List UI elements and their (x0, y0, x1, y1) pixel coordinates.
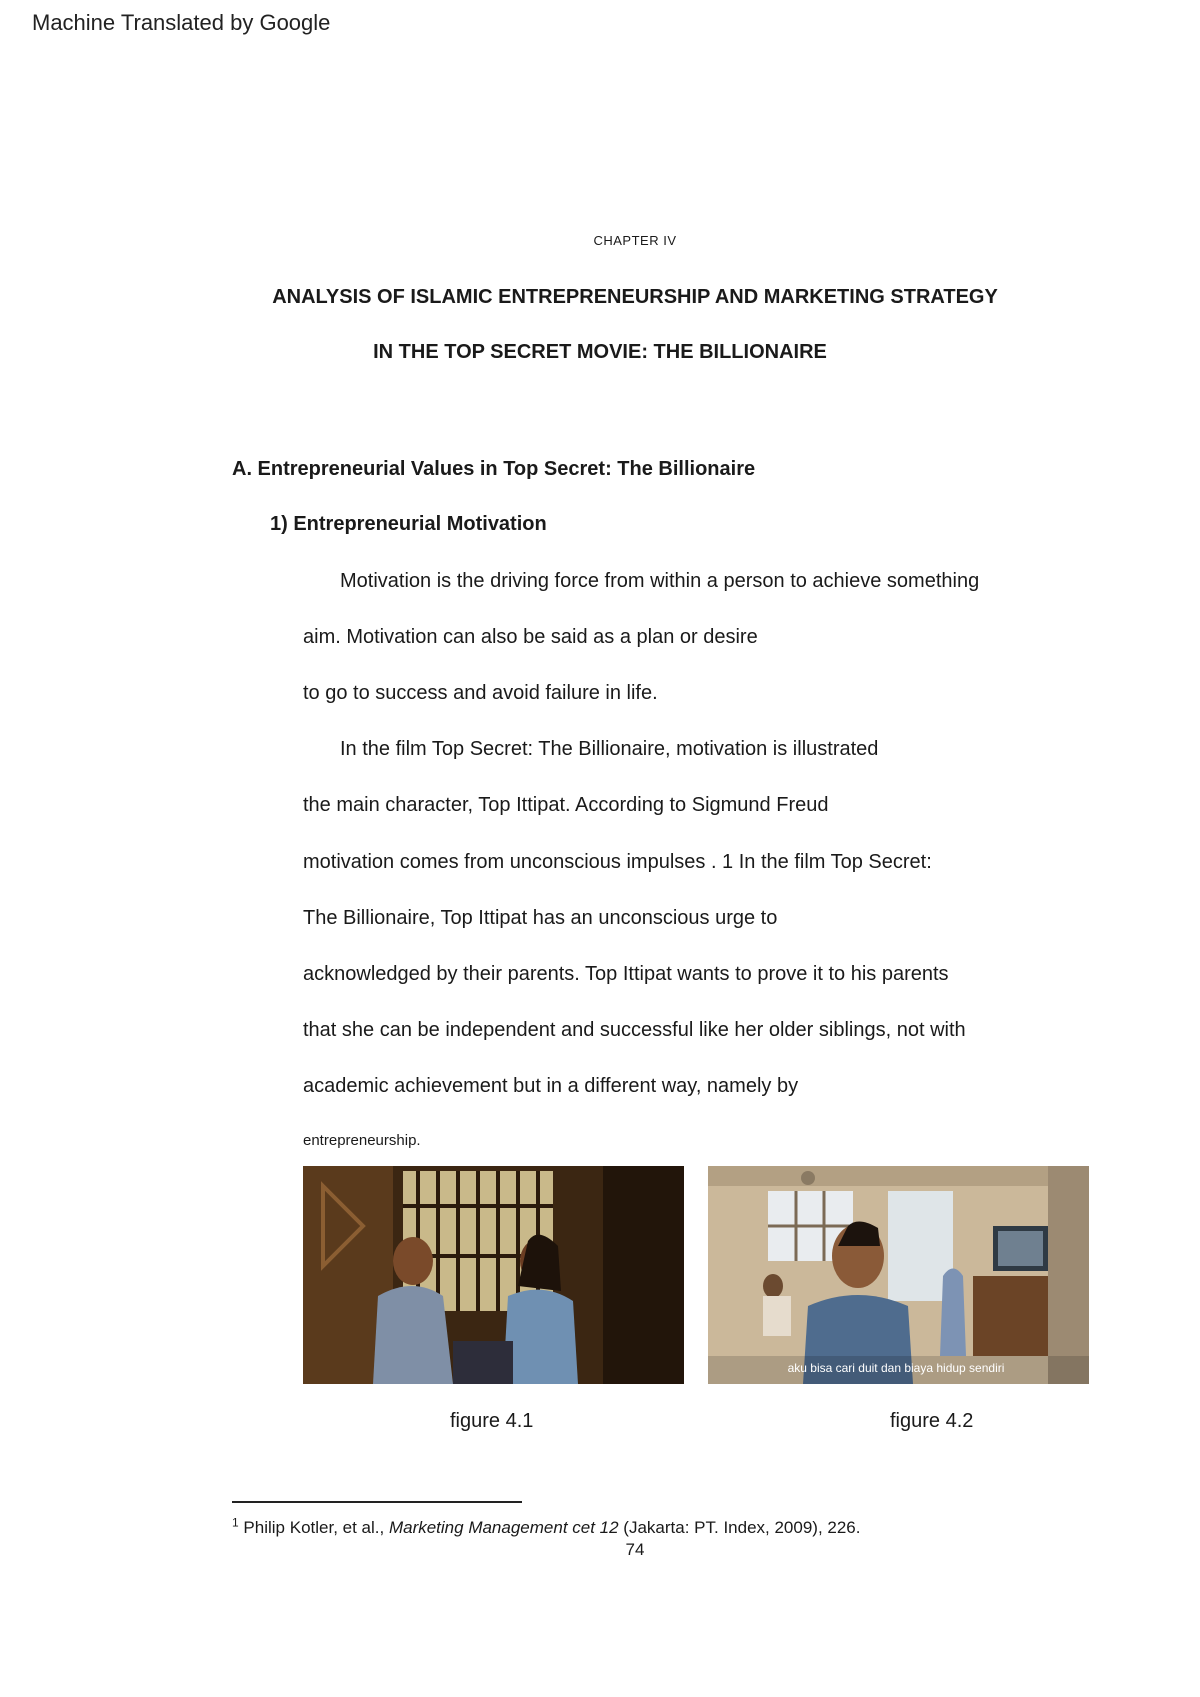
title-line-1: ANALYSIS OF ISLAMIC ENTREPRENEURSHIP AND MARKETING STRATEGY (272, 286, 998, 308)
body-line: motivation comes from unconscious impulses . 1 In the film Top Secret: (303, 851, 932, 873)
body-line: academic achievement but in a different way, namely by (303, 1075, 799, 1097)
footnote-divider (232, 1501, 522, 1503)
footnote-text-before: Philip Kotler, et al., (243, 1518, 389, 1537)
body-line: acknowledged by their parents. Top Ittipat wants to prove it to his parents (303, 963, 949, 985)
body-line: that she can be independent and successful like her older siblings, not with (303, 1019, 966, 1041)
body-line: Motivation is the driving force from within a person to achieve something (340, 570, 980, 592)
body-line: The Billionaire, Top Ittipat has an unconscious urge to (303, 907, 778, 929)
body-line: to go to success and avoid failure in life. (303, 682, 658, 704)
body-line: aim. Motivation can also be said as a plan or desire (303, 626, 758, 648)
section-heading-a: A. Entrepreneurial Values in Top Secret: The Billionaire (232, 458, 756, 480)
footnote-text-after: (Jakarta: PT. Index, 2009), 226. (618, 1518, 861, 1537)
chapter-heading: CHAPTER IV (593, 233, 677, 248)
figure-4-2-caption: figure 4.2 (890, 1410, 974, 1432)
subsection-heading-1: 1) Entrepreneurial Motivation (270, 513, 547, 535)
title-line-2: IN THE TOP SECRET MOVIE: THE BILLIONAIRE (373, 341, 827, 363)
body-line: entrepreneurship. (303, 1132, 421, 1149)
body-line: the main character, Top Ittipat. According to Sigmund Freud (303, 794, 829, 816)
figure-4-1-image (303, 1166, 684, 1384)
footnote-number: 1 (232, 1515, 239, 1530)
footnote (232, 1515, 861, 1538)
footnote-book-title: Marketing Management cet 12 (388, 1518, 619, 1537)
figure-4-1-caption: figure 4.1 (450, 1410, 534, 1432)
figure-4-2-subtitle: aku bisa cari duit dan biaya hidup sendiri (787, 1361, 1005, 1375)
figure-4-2-image (708, 1166, 1089, 1384)
machine-translated-banner: Machine Translated by Google (32, 10, 331, 35)
body-line: In the film Top Secret: The Billionaire, motivation is illustrated (340, 738, 879, 760)
page-number: 74 (625, 1540, 645, 1559)
